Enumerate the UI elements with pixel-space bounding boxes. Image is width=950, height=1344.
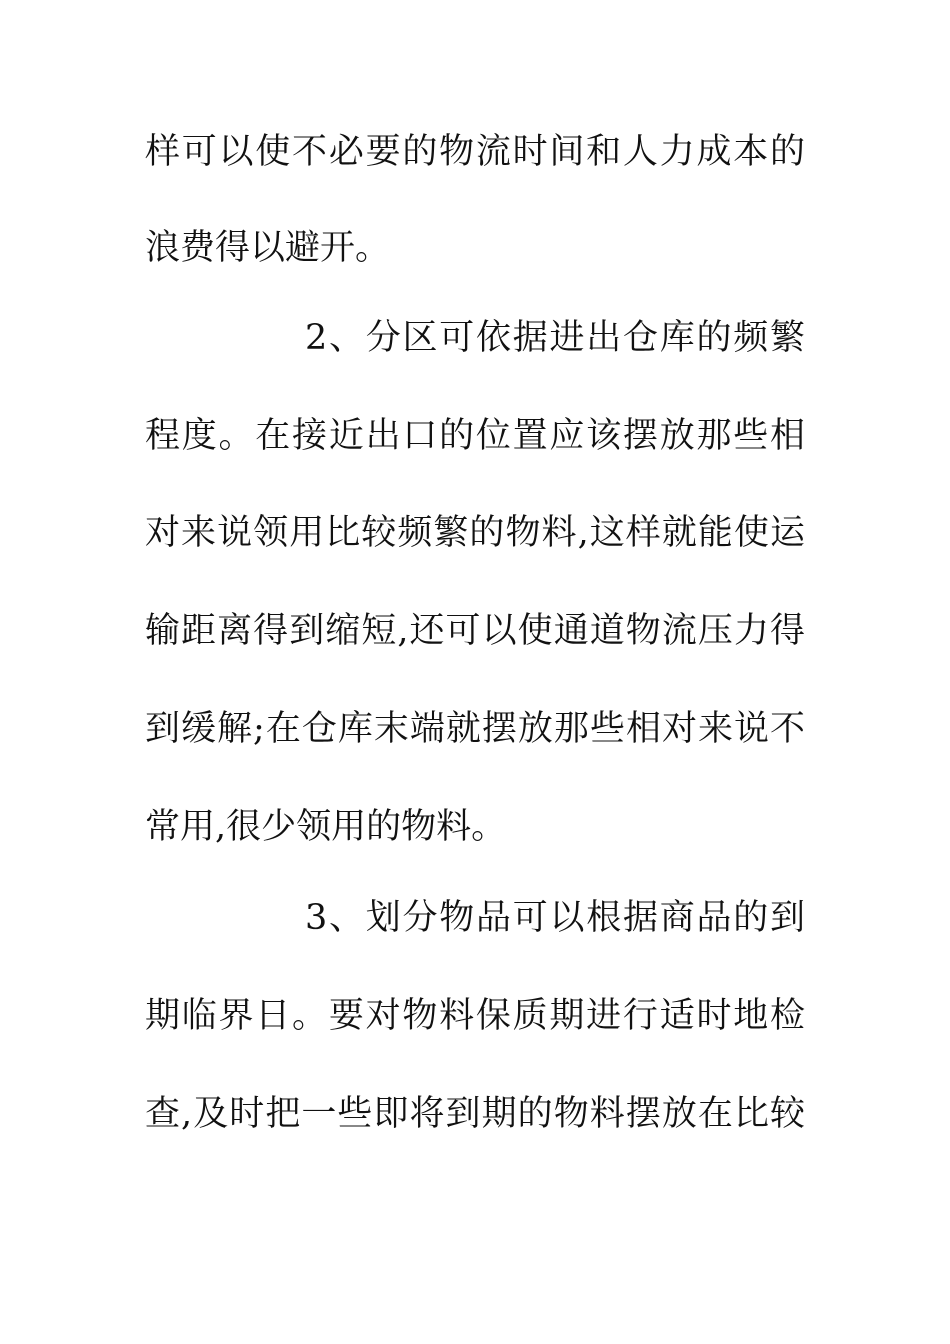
text-line: 查,及时把一些即将到期的物料摆放在比较	[145, 1094, 805, 1134]
text-line: 输距离得到缩短,还可以使通道物流压力得	[145, 611, 805, 651]
text-line: 样可以使不必要的物流时间和人力成本的	[145, 132, 805, 172]
text-line: 期临界日。要对物料保质期进行适时地检	[145, 996, 805, 1036]
text-line: 程度。在接近出口的位置应该摆放那些相	[145, 416, 805, 456]
text-line: 常用,很少领用的物料。	[145, 807, 507, 847]
text-line: 到缓解;在仓库末端就摆放那些相对来说不	[145, 709, 805, 749]
paragraph-start-line: 2、分区可依据进出仓库的频繁	[305, 318, 805, 358]
text-line: 浪费得以避开。	[145, 228, 391, 268]
text-line: 对来说领用比较频繁的物料,这样就能使运	[145, 513, 805, 553]
paragraph-start-line: 3、划分物品可以根据商品的到	[305, 898, 805, 938]
